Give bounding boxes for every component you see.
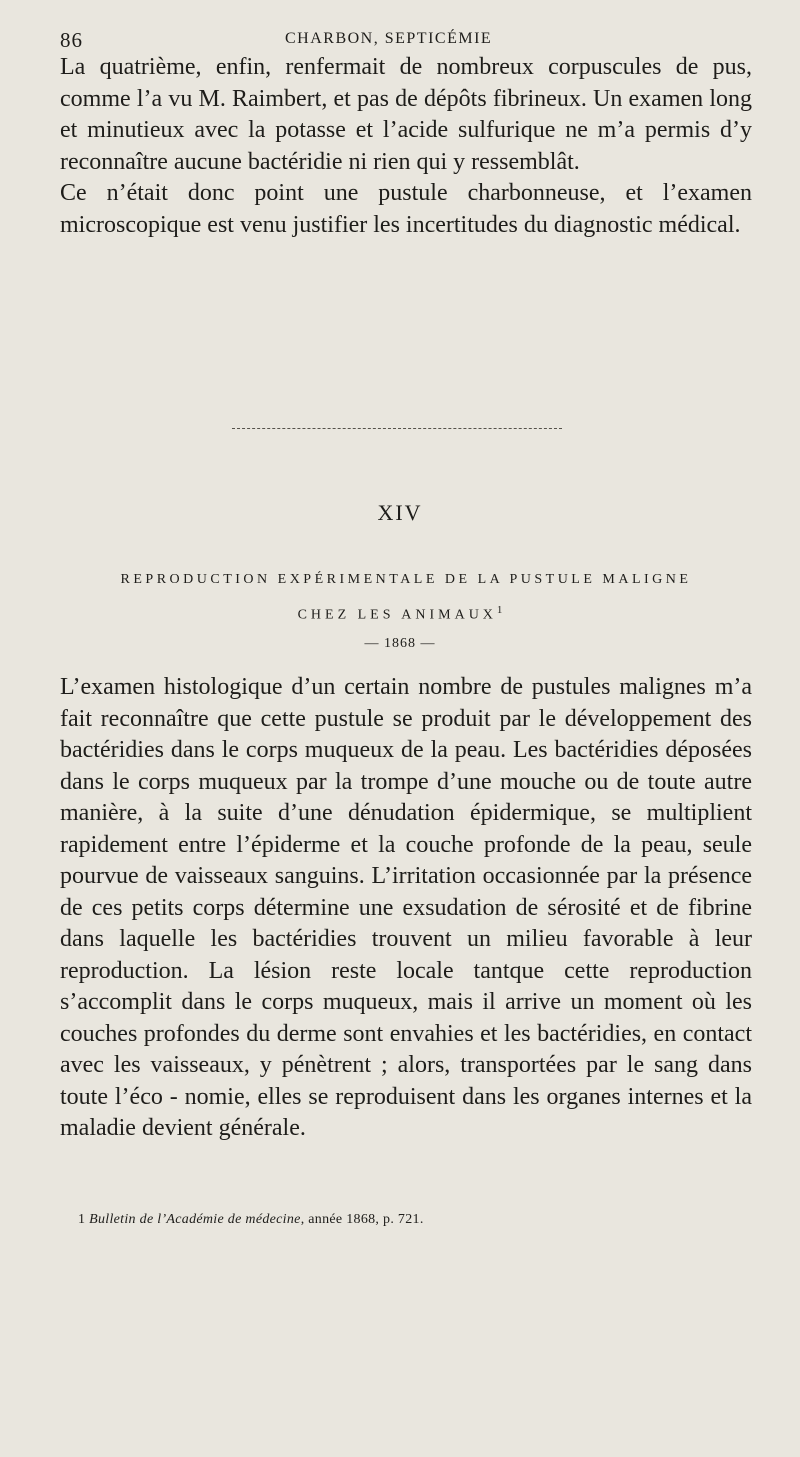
section-title-text: CHEZ LES ANIMAUX [297,607,497,623]
page-header [0,24,800,54]
paragraph-examen-histologique: L’examen histologique d’un certain nombre de pustules malignes m’a fait reconnaître que cette pustule se produit par le développement des bactéridies dans le corps muqueux de la peau. Les bactéridies déposées dans le corps muqueux par la trompe d’une mouche ou de toute autre manière, à la suite d’une dénudation épidermique, se multiplient rapidement entre l’épiderme et la couche profonde de la peau, seule pourvue de vaisseaux sanguins. L’irritation occasionnée par la présence de ces petits corps détermine une exsudation de sérosité et de fibrine dans laquelle les bactéridies trouvent un milieu favorable à leur reproduction. La lésion reste locale tantque cette reproduction s’accomplit dans le corps muqueux, mais il arrive un moment où les couches profondes du derme sont envahies et les bactéridies, en contact avec les vaisseaux, y pénètrent ; alors, transportées par le sang dans toute l’éco - nomie, elles se reproduisent dans les organes internes et la maladie devient générale. [60,674,752,1141]
section-title-line-2 [0,604,800,624]
section-title-line-1: REPRODUCTION EXPÉRIMENTALE DE LA PUSTULE MALIGNE [120,572,692,587]
paragraph-quatrieme: La quatrième, enfin, renfermait de nombreux corpuscules de pus, comme l’a vu M. Raimbert, et pas de dépôts fibrineux. Un examen long et minutieux avec la potasse et l’acide sulfurique ne m’a permis d’y reconnaître aucune bactéridie ni rien qui y ressemblât. [60,54,752,175]
section-number: XIV [377,500,423,525]
running-head: CHARBON, SEPTICÉMIE [285,30,493,47]
section-separator [232,428,562,429]
footnote-rest: , année 1868, p. 721. [300,1212,424,1227]
footnote [78,1212,758,1228]
paragraph-conclusion: Ce n’était donc point une pustule charbonneuse, et l’examen microscopique est venu justifier les incertitudes du diagnostic médical. [60,180,752,238]
page-number: 86 [60,28,83,52]
footnote-title: Bulletin de l’Académie de médecine [89,1212,301,1227]
section-year: — 1868 — [364,636,436,651]
footnote-reference: 1 [496,604,503,616]
footnote-marker: 1 [78,1212,86,1227]
